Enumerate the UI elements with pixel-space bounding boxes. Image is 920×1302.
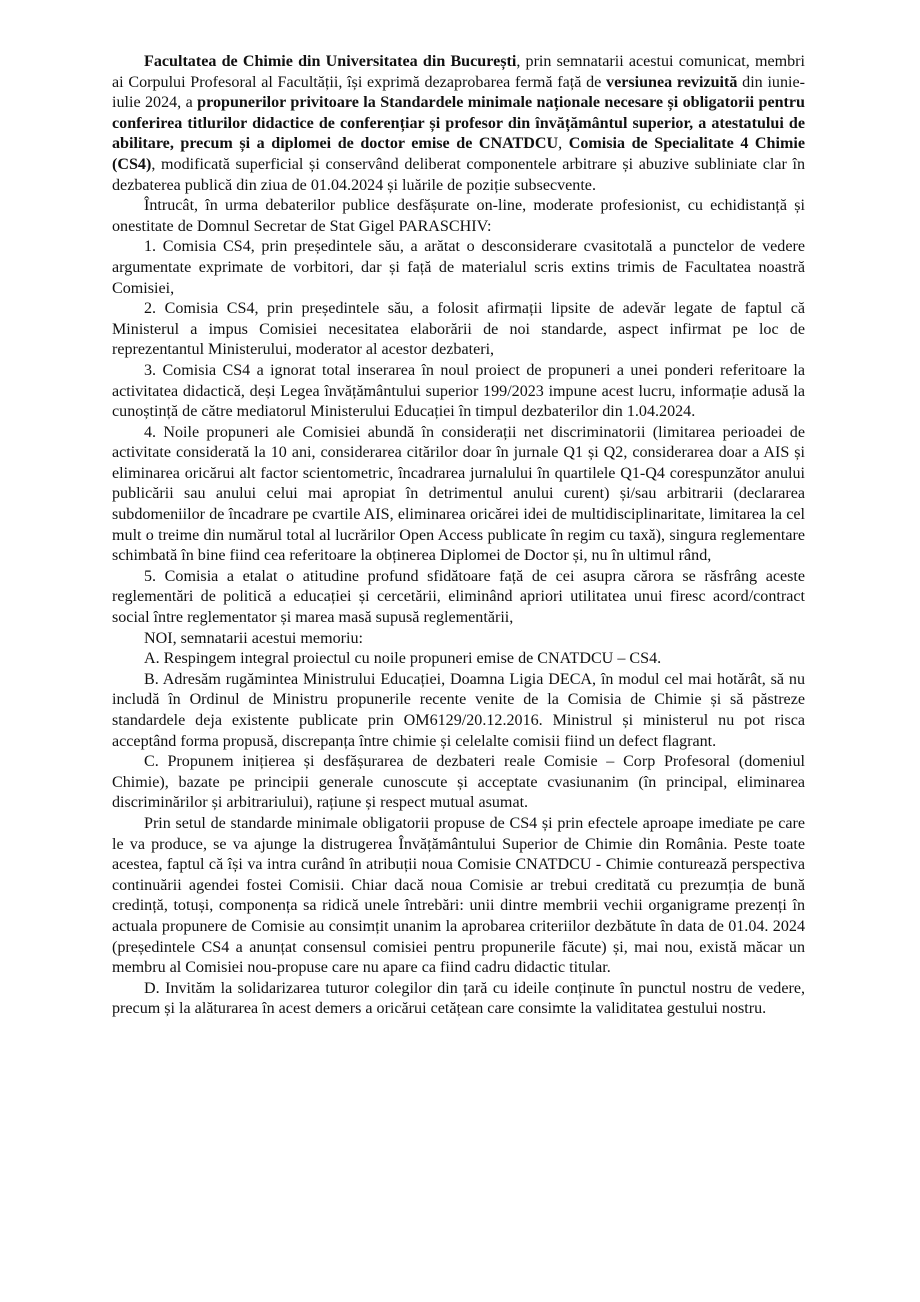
resolution-b: B. Adresăm rugămintea Ministrului Educației, Doamna Ligia DECA, în modul cel mai hotărât, să nu includă în Ordinul de Ministru propunerile recente venite de la Comisia de Chimie și să păstreze standardele deja existente publicate prin OM6129/20.12.2016. Ministrul și ministerul nu pot risca acceptând forma propusă, discrepanța între chimie și celelalte comisii fiind un defect flagrant. xyxy=(112,670,805,750)
point-4: 4. Noile propuneri ale Comisiei abundă în considerații net discriminatorii (limitarea perioadei de activitate considerată la 10 ani, considerarea citărilor doar în jurnale Q1 și Q2, considerarea doar a AIS și eliminarea oricărui alt factor scientometric, încadrarea jurnalului în quartilele Q1-Q4 corespunzător anului publicării sau anului celui mai apropiat în detrimentul anului curent) și/sau arbitrarii (declararea subdomeniilor de încadrare pe cvartile AIS, eliminarea oricărei idei de multidisciplinaritate, limitarea la cel mult o treime din numărul total al lucrărilor Open Access publicate în regim cu taxă), singura reglementare schimbată în bine fiind cea referitoare la obținerea Diplomei de Doctor și, nu în ultimul rând, xyxy=(112,423,805,565)
faculty-name: Facultatea de Chimie din Universitatea din București xyxy=(144,53,517,70)
conclusion-paragraph: Prin setul de standarde minimale obligatorii propuse de CS4 și prin efectele aproape imediate pe care le va produce, se va ajunge la distrugerea Învățământului Superior de Chimie din România. Peste toate acestea, faptul că își va intra curând în atribuții noua Comisie CNATDCU - Chimie conturează perspectiva continuării agendei fostei Comisii. Chiar dacă noua Comisie ar trebui creditată cu prezumția de bună credință, totuși, componența sa ridică unele întrebări: unii dintre membrii vechii organigrame prezenți în actuala propunere de Comisie au consimțit unanim la aprobarea criteriilor dezbătute în data de 01.04. 2024 (președintele CS4 a anunțat consensul comisiei pentru propunerile făcute) și, mai nou, există măcar un membru al Comisiei nou-propuse care nu apare ca fiind cadru didactic titular. xyxy=(112,814,805,977)
point-2: 2. Comisia CS4, prin președintele său, a folosit afirmații lipsite de adevăr legate de faptul că Ministerul a impus Comisiei necesitatea elaborării de noi standarde, aspect infirmat pe loc de reprezentantul Ministerului, moderator al acestor dezbateri, xyxy=(112,300,805,359)
intro-text-2: din iunie-iulie 2024, a xyxy=(112,73,805,112)
intro-text-4: , modificată superficial și conservând deliberat componentele arbitrare și abuzive subliniate clar în dezbaterea publică din ziua de 01.04.2024 și luările de poziție subsecvente. xyxy=(112,155,805,194)
document-body xyxy=(112,52,805,1020)
point-3: 3. Comisia CS4 a ignorat total inserarea în noul proiect de propuneri a unei ponderi referitoare la activitatea didactică, deși Legea învățământului superior 199/2023 impune acest lucru, informație adusă la cunoștință de către mediatorul Ministerului Educației în timpul dezbaterilor din 1.04.2024. xyxy=(112,361,805,421)
resolution-a: A. Respingem integral proiectul cu noile propuneri emise de CNATDCU – CS4. xyxy=(144,650,662,668)
signatories-line: NOI, semnatarii acestui memoriu: xyxy=(144,629,363,647)
whereas-paragraph: Întrucât, în urma debaterilor publice desfășurate on-line, moderate profesionist, cu echidistanță și onestitate de Domnul Secretar de Stat Gigel PARASCHIV: xyxy=(112,197,805,235)
point-1: 1. Comisia CS4, prin președintele său, a arătat o desconsiderare cvasitotală a punctelor de vedere argumentate exprimate de vorbitori, dar și față de materialul scris extins trimis de Facultatea noastră Comisiei, xyxy=(112,238,805,297)
intro-text-1: , prin semnatarii acestui comunicat, membri ai Corpului Profesoral al Facultății, își exprimă dezaprobarea fermă față de xyxy=(112,53,805,91)
proposals-title: propunerilor privitoare la Standardele minimale naționale necesare și obligatorii pentru conferirea titlurilor didactice de conferențiar și profesor din învățământul superior, a atestatului de abilitare, precum și a diplomei de doctor emise de CNATDCU xyxy=(112,94,806,153)
commission-name: Comisia de Specialitate 4 Chimie (CS4) xyxy=(112,135,805,173)
resolution-c: C. Propunem inițierea și desfășurarea de dezbateri reale Comisie – Corp Profesoral (domeniul Chimie), bazate pe principii generale cunoscute și acceptate cvasiunanim (în principal, eliminarea discriminărilor și arbitrariului), rațiune și respect mutual asumat. xyxy=(112,753,805,812)
resolution-d: D. Invităm la solidarizarea tuturor colegilor din țară cu ideile conținute în punctul nostru de vedere, precum și la alăturarea în acest demers a oricărui cetățean care consimte la validitatea gestului nostru. xyxy=(112,979,805,1018)
point-5: 5. Comisia a etalat o atitudine profund sfidătoare față de cei asupra cărora se răsfrâng aceste reglementări de politică a educației și cercetării, eliminând apriori utilitatea unui firesc acord/contract social între reglementator și marea masă supusă reglementării, xyxy=(112,567,805,627)
intro-text-3: , xyxy=(558,135,569,153)
revised-version: versiunea revizuită xyxy=(606,73,738,91)
intro-paragraph xyxy=(112,52,805,196)
